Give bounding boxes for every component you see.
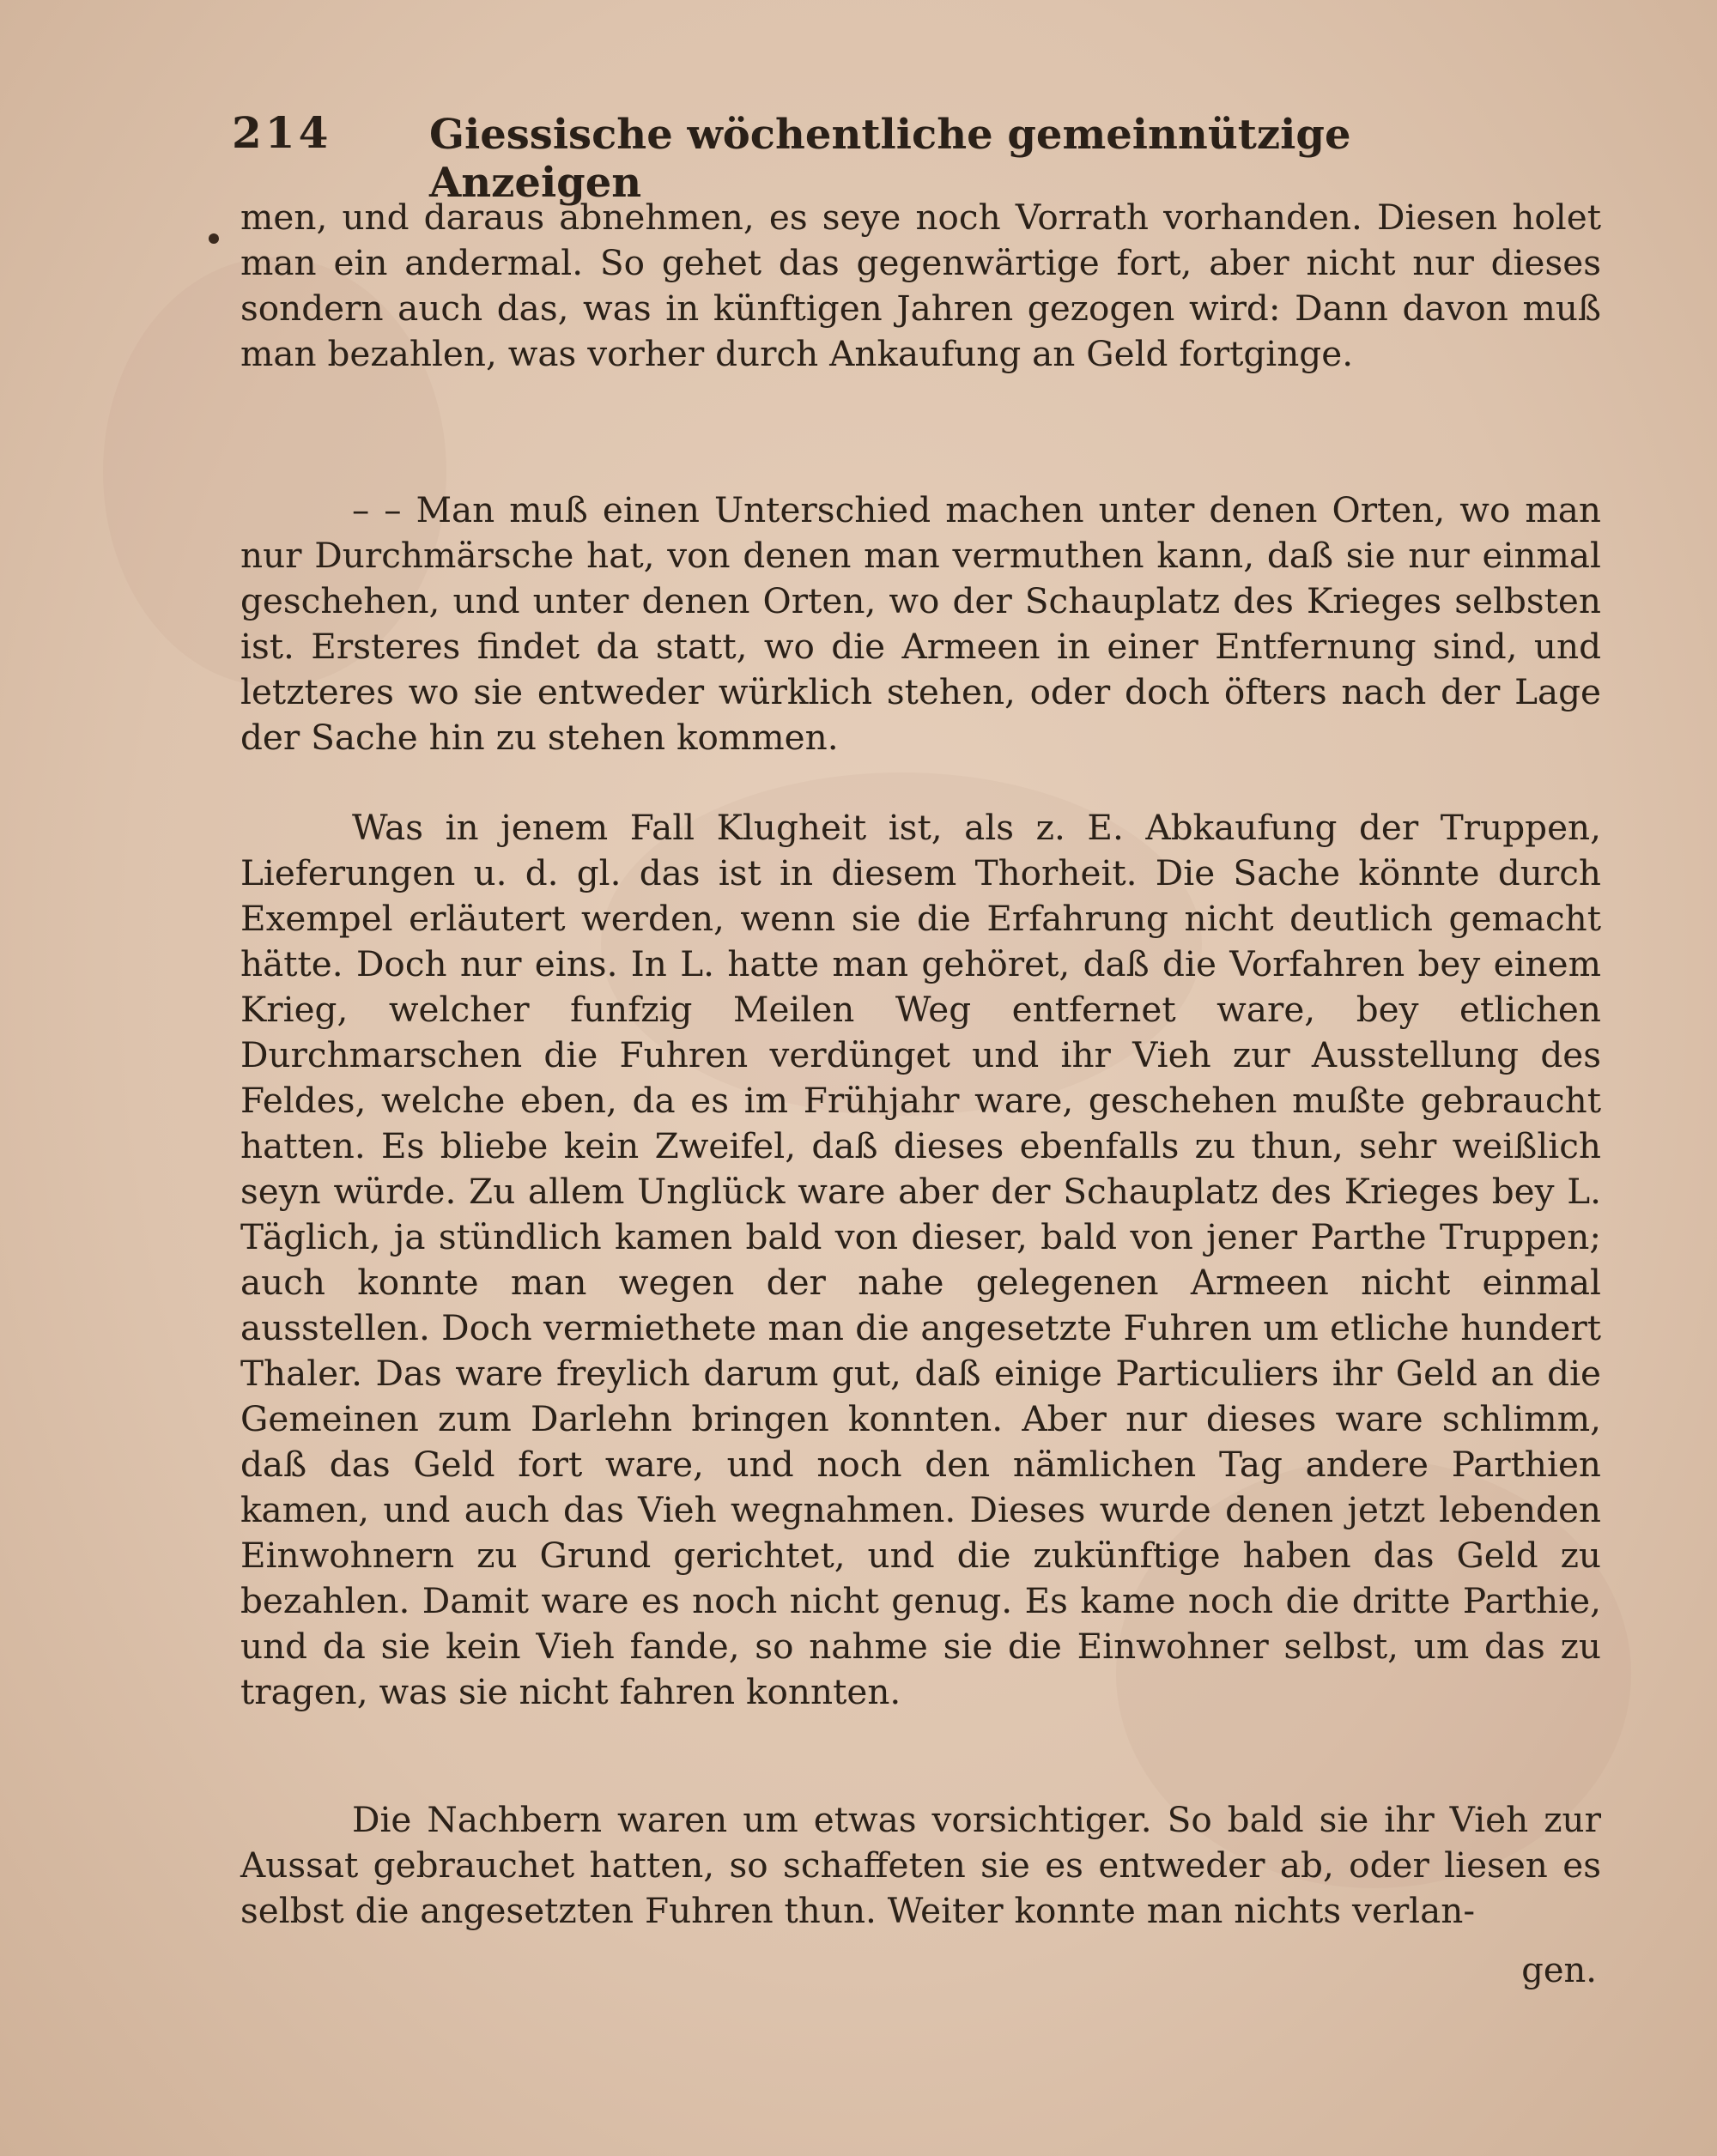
margin-mark [209, 233, 219, 244]
paragraph-1 [240, 195, 1601, 377]
paragraph-text: – – Man muß einen Unterschied machen unter denen Orten, wo man nur Durchmärsche hat, von denen man vermuthen kann, daß sie nur einmal geschehen, und unter denen Orten, wo der Schauplatz des Krieges selbsten ist. Ersteres findet da statt, wo die Armeen in einer Entfernung sind, und letzteres wo sie entweder würklich stehen, oder doch öfters nach der Lage der Sache hin zu stehen kommen. [240, 489, 1601, 758]
paragraph-3 [240, 805, 1601, 1715]
page-number: 214 [232, 107, 332, 158]
running-title: Giessische wöchentliche gemeinnützige Anzeigen [429, 111, 1351, 207]
paragraph-text: Was in jenem Fall Klugheit ist, als z. E. Abkaufung der Truppen, Lieferungen u. d. gl. das ist in diesem Thorheit. Die Sache könnte durch Exempel erläutert werden, wenn sie die Erfahrung nicht deutlich gemacht hätte. Doch nur eins. In L. hatte man gehöret, daß die Vorfahren bey einem Krieg, welcher funfzig Meilen Weg entfernet ware, bey etlichen Durchmarschen die Fuhren verdünget und ihr Vieh zur Ausstellung des Feldes, welche eben, da es im Frühjahr ware, geschehen mußte gebraucht hatten. Es bliebe kein Zweifel, daß dieses ebenfalls zu thun, sehr weißlich seyn würde. Zu allem Unglück ware aber der Schauplatz des Krieges bey L. Täglich, ja stündlich kamen bald von dieser, bald von jener Parthe Truppen; auch konnte man wegen der nahe gelegenen Armeen nicht einmal ausstellen. Doch vermiethete man die angesetzte Fuhren um etliche hundert Thaler. Das ware freylich darum gut, daß einige Particuliers ihr Geld an die Gemeinen zum Darlehn bringen konnten. Aber nur dieses ware schlimm, daß das Geld fort ware, und noch den nämlichen Tag andere Parthien kamen, und auch das Vieh wegnahmen. Dieses wurde denen jetzt lebenden Einwohnern zu Grund gerichtet, und die zukünftige haben das Geld zu bezahlen. Damit ware es noch nicht genug. Es kame noch die dritte Parthie, und da sie kein Vieh fande, so nahme sie die Einwohner selbst, um das zu tragen, was sie nicht fahren konnten. [240, 807, 1601, 1712]
paragraph-2 [240, 488, 1601, 760]
paragraph-4 [240, 1797, 1601, 1934]
catchword: gen. [1521, 1951, 1597, 1990]
paragraph-text: men, und daraus abnehmen, es seye noch Vorrath vorhanden. Diesen holet man ein andermal. So gehet das gegenwärtige fort, aber nicht nur dieses sondern auch das, was in künftigen Jahren gezogen wird: Dann davon muß man bezahlen, was vorher durch Ankaufung an Geld fortginge. [240, 197, 1601, 374]
paragraph-text: Die Nachbern waren um etwas vorsichtiger. So bald sie ihr Vieh zur Aussat gebrauchet hatten, so schaffeten sie es entweder ab, oder liesen es selbst die angesetzten Fuhren thun. Weiter konnte man nichts verlan- [240, 1799, 1601, 1931]
running-header [232, 107, 1434, 207]
